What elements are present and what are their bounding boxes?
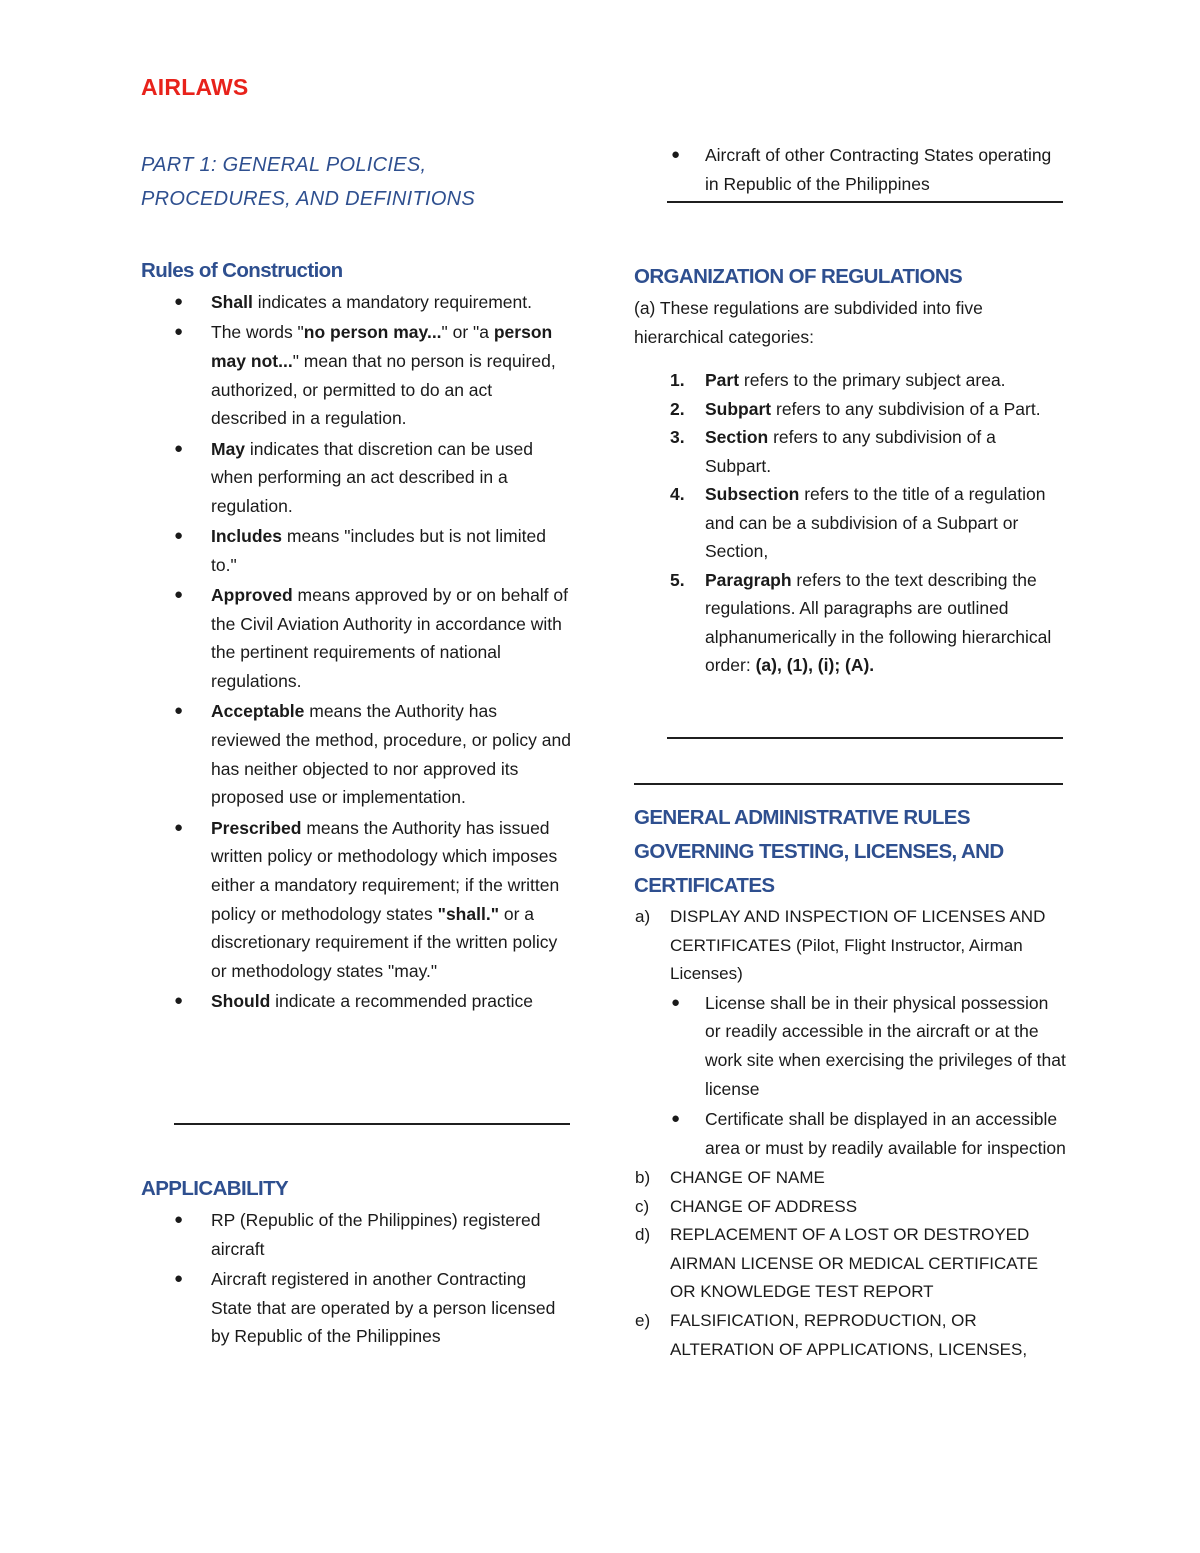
list-item (141, 435, 571, 521)
list-item (670, 1105, 1066, 1162)
item-number: 3. (670, 427, 685, 447)
list-item (634, 366, 1066, 395)
list-item (141, 697, 571, 812)
list-item (670, 989, 1066, 1104)
sub-list (670, 989, 1066, 1163)
list-item (634, 1221, 1066, 1307)
bullet-icon: ● (174, 1269, 184, 1287)
list-item (634, 480, 1066, 566)
term: Should (211, 991, 271, 1012)
list-item (141, 1265, 571, 1351)
list-item-text: Certificate shall be displayed in an accessible area or must by readily available for inspection (705, 1109, 1066, 1158)
bullet-icon: ● (671, 1110, 681, 1128)
bullet-icon: ● (174, 527, 184, 545)
bullet-icon: ● (174, 818, 184, 836)
term: "shall." (437, 903, 499, 924)
term: Acceptable (211, 701, 305, 722)
definition: indicates a mandatory requirement. (252, 292, 532, 312)
bullet-icon: ● (174, 1211, 184, 1228)
definition: " mean that no person is required, authorized, or permitted to do an act described in a regulation. (211, 350, 556, 429)
list-item (634, 1164, 1066, 1193)
part-title-line-1: PART 1: GENERAL POLICIES, (141, 154, 427, 176)
item-letter: d) (635, 1225, 651, 1245)
term: May (211, 438, 246, 459)
bullet-icon: ● (174, 439, 184, 457)
list-item (141, 318, 571, 433)
list-item-text: License shall be in their physical possession or readily accessible in the aircraft or at the work site when exercising the privileges of that license (705, 992, 1066, 1099)
list-item-text: CHANGE OF ADDRESS (670, 1196, 858, 1216)
rules-list (141, 288, 571, 1016)
term: person may not... (211, 322, 553, 371)
item-letter: c) (635, 1196, 650, 1216)
document-title: AIRLAWS (141, 74, 249, 100)
list-item (634, 903, 1066, 1163)
term: Subsection (705, 484, 800, 504)
list-item (634, 1193, 1066, 1222)
term: Part (705, 370, 740, 390)
term: Paragraph (705, 569, 792, 590)
definition: or a discretionary requirement if the written policy or methodology states "may." (211, 903, 558, 982)
definition: The words " (211, 322, 304, 343)
organization-section (634, 260, 1066, 680)
definition: indicates that discretion can be used when performing an act described in a regulation. (211, 438, 534, 516)
item-letter: e) (635, 1310, 651, 1330)
list-item (141, 581, 571, 696)
organization-intro: (a) These regulations are subdivided into five hierarchical categories: (634, 298, 983, 347)
applicability-list (141, 1206, 571, 1351)
definition: means the Authority has reviewed the method, procedure, or policy and has neither objected to nor approved its proposed use or implementation. (211, 701, 571, 808)
bullet-icon: ● (174, 702, 184, 720)
list-item (141, 288, 571, 317)
definition: means "includes but is not limited to." (211, 526, 546, 575)
definition: " or "a (441, 322, 494, 343)
list-item (634, 566, 1066, 680)
section-divider (667, 737, 1063, 739)
list-item (141, 522, 571, 579)
term: Prescribed (211, 817, 302, 838)
bullet-icon: ● (174, 992, 184, 1010)
admin-rules-heading: GENERAL ADMINISTRATIVE RULES GOVERNING TESTING, LICENSES, AND CERTIFICATES (634, 806, 1004, 897)
bullet-icon: ● (174, 293, 184, 310)
term: Section (705, 427, 769, 447)
admin-rules-list (634, 903, 1066, 1364)
rules-of-construction-section (141, 254, 571, 1018)
term: Shall (211, 292, 253, 312)
admin-rules-section (634, 801, 1066, 1364)
part-title (141, 148, 475, 216)
applicability-section (141, 1172, 571, 1353)
term: Approved (211, 585, 293, 606)
definition: means approved by or on behalf of the Civil Aviation Authority in accordance with the pertinent requirements of national regulations. (211, 585, 569, 692)
applicability-list-continued (634, 141, 1066, 200)
definition: means the Authority has issued written policy or methodology which imposes either a mandatory requirement; if the written policy or methodology states (211, 817, 560, 924)
applicability-heading: APPLICABILITY (141, 1177, 289, 1200)
list-item (634, 141, 1066, 198)
list-item-text: FALSIFICATION, REPRODUCTION, OR ALTERATION OF APPLICATIONS, LICENSES, (670, 1310, 1028, 1359)
list-item-text: DISPLAY AND INSPECTION OF LICENSES AND CERTIFICATES (Pilot, Flight Instructor, Airman Licenses) (670, 907, 1046, 984)
rules-of-construction-heading: Rules of Construction (141, 259, 343, 282)
bullet-icon: ● (174, 323, 184, 341)
item-number: 2. (670, 398, 685, 419)
term: Subpart (705, 398, 772, 419)
definition: refers to the primary subject area. (739, 370, 1006, 390)
definition: refers to any subdivision of a Subpart. (705, 427, 996, 476)
item-number: 5. (670, 569, 685, 590)
item-letter: a) (635, 907, 651, 926)
list-item (141, 1206, 571, 1263)
bullet-icon: ● (174, 586, 184, 604)
list-item (634, 423, 1066, 480)
organization-heading: ORGANIZATION OF REGULATIONS (634, 265, 963, 288)
definition: refers to any subdivision of a Part. (771, 398, 1041, 419)
definition: refers to the title of a regulation and can be a subdivision of a Subpart or Section, (705, 484, 1046, 561)
bullet-icon: ● (671, 146, 681, 163)
list-item (141, 814, 571, 986)
list-item-text: REPLACEMENT OF A LOST OR DESTROYED AIRMAN LICENSE OR MEDICAL CERTIFICATE OR KNOWLEDGE TEST REPORT (670, 1225, 1039, 1302)
term: Includes (211, 526, 282, 547)
list-item (634, 395, 1066, 424)
part-title-line-2: PROCEDURES, AND DEFINITIONS (141, 188, 476, 210)
section-divider (634, 783, 1063, 785)
section-divider (174, 1123, 570, 1125)
list-item (141, 987, 571, 1016)
list-item-text: CHANGE OF NAME (670, 1168, 825, 1187)
list-item-text: RP (Republic of the Philippines) registered aircraft (211, 1210, 541, 1259)
list-item-text: Aircraft of other Contracting States operating in Republic of the Philippines (705, 145, 1052, 194)
definition: refers to the text describing the regulations. All paragraphs are outlined alphanumerically in the following hierarchical order: (705, 569, 1052, 675)
item-letter: b) (635, 1168, 651, 1187)
term: no person may... (303, 322, 442, 343)
list-item (634, 1307, 1066, 1364)
item-number: 1. (670, 370, 685, 390)
item-number: 4. (670, 484, 685, 504)
hierarchy-order: (a), (1), (i); (A). (755, 655, 875, 675)
bullet-icon: ● (671, 993, 681, 1011)
section-divider (667, 201, 1063, 203)
definition: indicate a recommended practice (270, 991, 533, 1012)
organization-list (634, 366, 1066, 680)
list-item-text: Aircraft registered in another Contracting State that are operated by a person licensed by Republic of the Philippines (211, 1268, 556, 1347)
